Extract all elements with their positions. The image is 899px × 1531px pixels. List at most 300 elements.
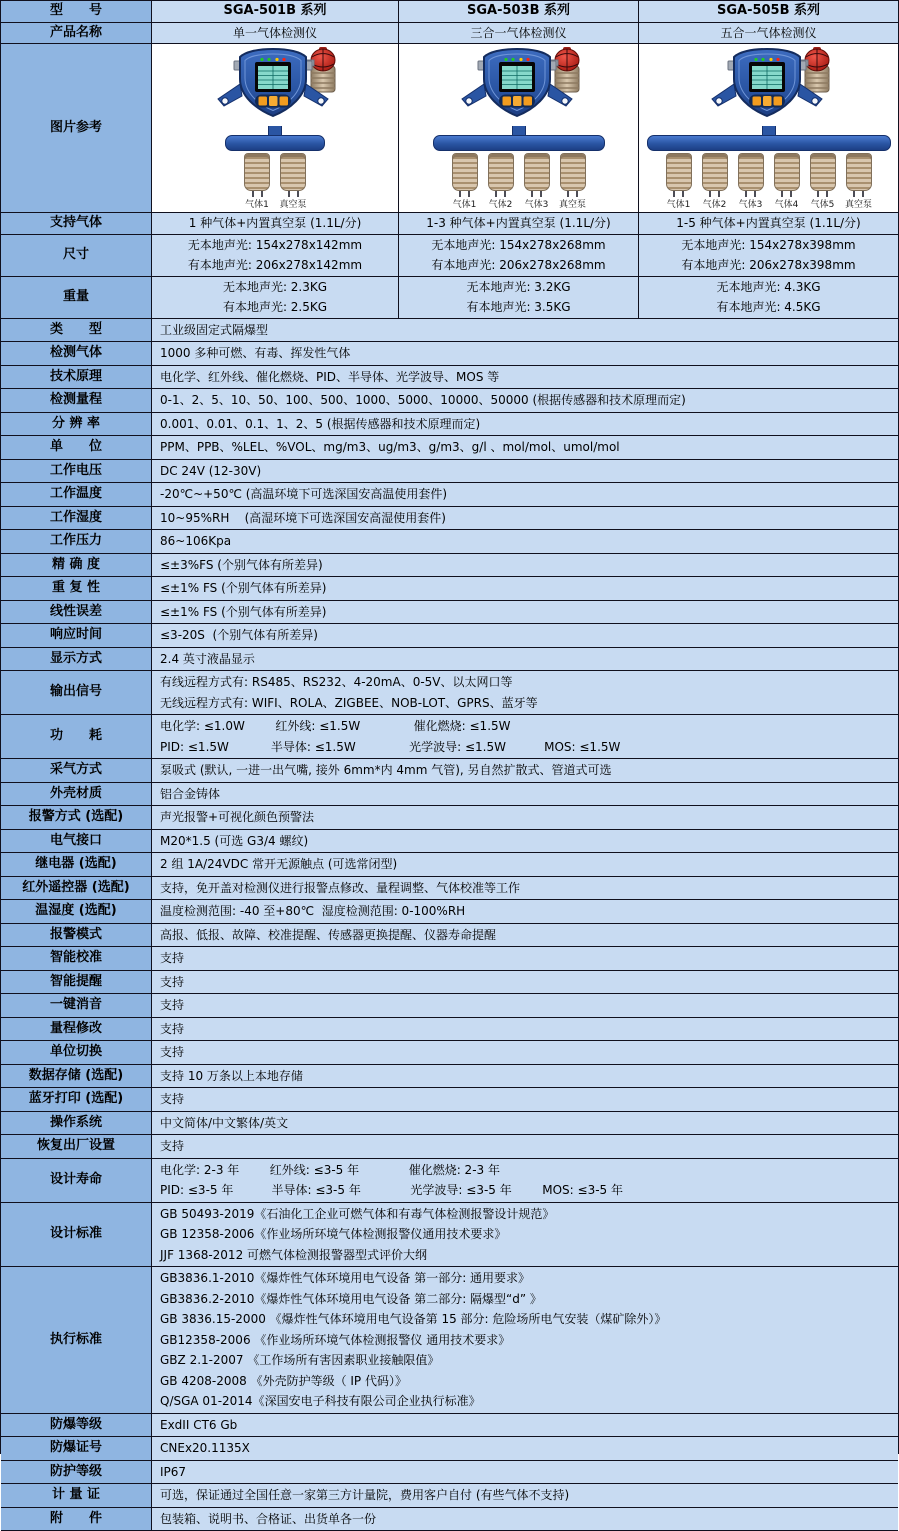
row-label: 单位切换 [1, 1041, 152, 1064]
row-label: 重量 [1, 277, 152, 318]
button [269, 96, 278, 106]
row-label: 精 确 度 [1, 554, 152, 577]
button [752, 97, 761, 106]
value-line: ≤±1% FS (个别气体有所差异) [160, 602, 326, 623]
mount-ear-left [218, 84, 242, 106]
row-label: 量程修改 [1, 1018, 152, 1041]
sensor-unit [239, 153, 275, 210]
spec-row [1, 877, 898, 901]
value-line: 泵吸式 (默认, 一进一出气嘴, 接外 6mm*内 4mm 气管), 另自然扩散式、管道式可选 [160, 760, 612, 781]
sensor-pins [567, 191, 578, 197]
row-label: 操作系统 [1, 1112, 152, 1135]
value-line: 无本地声光: 4.3KG [716, 277, 820, 298]
sensor-pins [709, 191, 720, 197]
led-icon [776, 58, 779, 61]
value-line: 有线远程方式有: RS485、RS232、4-20mA、0-5V、以太网口等 [160, 672, 513, 693]
ear-hole [715, 98, 721, 104]
ear-hole [811, 98, 817, 104]
button [773, 97, 782, 106]
row-value [152, 213, 399, 234]
row-value [639, 213, 898, 234]
sensor-pins [745, 191, 756, 197]
row-value [152, 806, 898, 829]
sensor-unit [697, 153, 733, 210]
row-value [152, 947, 898, 970]
model-header-row [1, 1, 898, 23]
spec-row [1, 213, 898, 235]
row-value [152, 1135, 898, 1158]
sensor-label: 气体1 [245, 200, 269, 210]
sensor-label: 气体5 [811, 200, 835, 210]
value-line: 0.001、0.01、0.1、1、2、5 (根据传感器和技术原理而定) [160, 414, 480, 435]
ear-hole [318, 98, 324, 104]
spec-row [1, 1461, 898, 1485]
sensor-manifold [433, 135, 605, 151]
spec-row [1, 853, 898, 877]
product-name-row [1, 23, 898, 45]
gas-detector-illustration [433, 46, 605, 210]
row-value [152, 366, 898, 389]
value-line: 有本地声光: 206x278x398mm [681, 255, 855, 276]
value-line: 无本地声光: 154x278x142mm [188, 235, 362, 256]
value-line: 支持 [160, 1136, 184, 1157]
row-value [152, 1065, 898, 1088]
value-line: 1-3 种气体+内置真空泵 (1.1L/分) [426, 213, 610, 234]
spec-row [1, 1508, 898, 1531]
sensor-label: 气体1 [667, 200, 691, 210]
value-line: 支持 [160, 1019, 184, 1040]
spec-row [1, 530, 898, 554]
spec-row [1, 1065, 898, 1089]
row-label: 分 辨 率 [1, 413, 152, 436]
value-line: 工业级固定式隔爆型 [160, 320, 268, 341]
spec-row [1, 1437, 898, 1461]
row-label: 防爆等级 [1, 1414, 152, 1437]
value-line: JJF 1368-2012 可燃气体检测报警器型式评价大纲 [160, 1245, 427, 1266]
spec-row [1, 1041, 898, 1065]
sensor-pins [288, 191, 299, 197]
row-value [639, 277, 898, 318]
sensor-unit [555, 153, 591, 210]
row-label: 功 耗 [1, 715, 152, 758]
row-label: 工作电压 [1, 460, 152, 483]
sensor-cylinder-icon [524, 153, 550, 191]
row-value [152, 1088, 898, 1111]
sensor-cylinder-icon [452, 153, 478, 191]
value-line: 铝合金铸体 [160, 784, 220, 805]
row-value [152, 460, 898, 483]
spec-row [1, 971, 898, 995]
row-label: 尺寸 [1, 235, 152, 276]
row-label: 响应时间 [1, 624, 152, 647]
spec-rows-container [1, 213, 898, 1531]
row-label: 型 号 [1, 1, 152, 22]
spec-row [1, 1018, 898, 1042]
row-label: 检测气体 [1, 342, 152, 365]
value-line: GB 50493-2019《石油化工企业可燃气体和有毒气体检测报警设计规范》 [160, 1204, 554, 1225]
value-line: 包装箱、说明书、合格证、出货单各一份 [160, 1509, 376, 1530]
value-line: DC 24V (12-30V) [160, 461, 261, 482]
value-line: 中文简体/中文繁体/英文 [160, 1113, 288, 1134]
value-line: 支持 [160, 1089, 184, 1110]
sensor-label: 气体3 [739, 200, 763, 210]
row-value [152, 1267, 898, 1413]
row-value [152, 1461, 898, 1484]
mount-ear-left [712, 84, 736, 106]
spec-row [1, 460, 898, 484]
value-line: 支持 10 万条以上本地存储 [160, 1066, 303, 1087]
value-line: 无本地声光: 2.3KG [223, 277, 327, 298]
spec-row [1, 1159, 898, 1203]
row-label: 执行标准 [1, 1267, 152, 1413]
row-label: 智能提醒 [1, 971, 152, 994]
button [763, 96, 772, 106]
sensor-unit [661, 153, 697, 210]
value-line: GBZ 2.1-2007 《工作场所有害因素职业接触限值》 [160, 1350, 439, 1371]
value-line: ExdII CT6 Gb [160, 1415, 237, 1436]
value-line: IP67 [160, 1462, 186, 1483]
value-line: 0-1、2、5、10、50、100、500、1000、5000、10000、50000 (根据传感器和技术原理而定) [160, 390, 686, 411]
value-line: 1 种气体+内置真空泵 (1.1L/分) [189, 213, 362, 234]
detector-head [449, 46, 589, 129]
led-icon [260, 58, 263, 61]
spec-row [1, 601, 898, 625]
spec-row [1, 648, 898, 672]
sensor-cylinder-icon [666, 153, 692, 191]
row-label: 红外遥控器 (选配) [1, 877, 152, 900]
row-value [152, 853, 898, 876]
value-line: 无本地声光: 3.2KG [466, 277, 570, 298]
value-line: 电化学、红外线、催化燃烧、PID、半导体、光学波导、MOS 等 [160, 367, 499, 388]
row-value [152, 877, 898, 900]
sensor-label: 真空泵 [559, 200, 586, 210]
sensor-cylinder-icon [810, 153, 836, 191]
value-line: ≤±3%FS (个别气体有所差异) [160, 555, 323, 576]
value-line: 有本地声光: 2.5KG [223, 297, 327, 318]
led-icon [769, 58, 772, 61]
sensor-label: 气体1 [453, 200, 477, 210]
spec-row [1, 1088, 898, 1112]
row-value [152, 1414, 898, 1437]
sensor-label: 真空泵 [279, 200, 306, 210]
value-line: 无本地声光: 154x278x268mm [431, 235, 605, 256]
row-label: 计 量 证 [1, 1484, 152, 1507]
model-name: SGA-501B 系列 [152, 1, 399, 22]
row-label: 工作压力 [1, 530, 152, 553]
product-image [399, 44, 639, 212]
model-name: SGA-505B 系列 [639, 1, 898, 22]
value-line: 2 组 1A/24VDC 常开无源触点 (可选常闭型) [160, 854, 397, 875]
row-label: 温湿度 (选配) [1, 900, 152, 923]
sensor-label: 气体2 [489, 200, 513, 210]
value-line: 声光报警+可视化颜色预警法 [160, 807, 314, 828]
value-line: PID: ≤3-5 年 半导体: ≤3-5 年 光学波导: ≤3-5 年 MOS: ≤3-5 年 [160, 1180, 623, 1201]
spec-row [1, 624, 898, 648]
row-value [399, 235, 639, 276]
spec-row [1, 342, 898, 366]
sensor-pins [853, 191, 864, 197]
spec-row [1, 1267, 898, 1414]
gas-detector-illustration [205, 46, 345, 210]
row-label: 恢复出厂设置 [1, 1135, 152, 1158]
button [502, 97, 511, 106]
spec-row [1, 319, 898, 343]
sensor-pins [252, 191, 263, 197]
led-icon [511, 58, 514, 61]
ear-hole [561, 98, 567, 104]
product-name: 五合一气体检测仪 [639, 23, 898, 44]
spec-row [1, 806, 898, 830]
value-line: -20℃~+50℃ (高温环境下可选深国安高温使用套件) [160, 484, 447, 505]
product-name: 单一气体检测仪 [152, 23, 399, 44]
spec-row [1, 413, 898, 437]
row-value [152, 924, 898, 947]
detector-head [699, 46, 839, 129]
value-line: 无线远程方式有: WIFI、ROLA、ZIGBEE、NOB-LOT、GPRS、蓝牙等 [160, 693, 538, 714]
spec-row [1, 1112, 898, 1136]
sensor-manifold [225, 135, 325, 151]
row-value [152, 1041, 898, 1064]
spec-row [1, 830, 898, 854]
sensor-unit [483, 153, 519, 210]
detector-head-icon [205, 46, 345, 122]
value-line: 无本地声光: 154x278x398mm [681, 235, 855, 256]
spec-row [1, 436, 898, 460]
led-icon [504, 58, 507, 61]
row-value [152, 436, 898, 459]
sensor-label: 真空泵 [845, 200, 872, 210]
row-value [152, 671, 898, 714]
row-value [152, 1159, 898, 1202]
sensor-row [447, 153, 591, 210]
value-line: 电化学: ≤1.0W 红外线: ≤1.5W 催化燃烧: ≤1.5W [160, 716, 511, 737]
value-line: 高报、低报、故障、校准提醒、传感器更换提醒、仪器寿命提醒 [160, 925, 496, 946]
sensor-manifold [647, 135, 891, 151]
spec-row [1, 389, 898, 413]
spec-row [1, 507, 898, 531]
row-value [152, 319, 898, 342]
row-label: 智能校准 [1, 947, 152, 970]
led-icon [526, 58, 529, 61]
value-line: 2.4 英寸液晶显示 [160, 649, 255, 670]
value-line: 支持 [160, 995, 184, 1016]
spec-row [1, 900, 898, 924]
sensor-cylinder-icon [846, 153, 872, 191]
row-value [152, 601, 898, 624]
detector-head-icon [699, 46, 839, 122]
row-value [152, 830, 898, 853]
spec-row [1, 947, 898, 971]
value-line: GB3836.2-2010《爆炸性气体环境用电气设备 第二部分: 隔爆型“d” 》 [160, 1289, 542, 1310]
row-value [152, 413, 898, 436]
alarm-beacon-icon [805, 47, 829, 92]
row-value [152, 235, 399, 276]
value-line: 有本地声光: 3.5KG [466, 297, 570, 318]
row-value [152, 530, 898, 553]
row-label: 产品名称 [1, 23, 152, 44]
value-line: 支持 [160, 948, 184, 969]
value-line: GB 12358-2006《作业场所环境气体检测报警仪通用技术要求》 [160, 1224, 506, 1245]
row-value [152, 1112, 898, 1135]
sensor-pins [781, 191, 792, 197]
led-icon [761, 58, 764, 61]
row-value [152, 1484, 898, 1507]
spec-row [1, 277, 898, 319]
value-line: PID: ≤1.5W 半导体: ≤1.5W 光学波导: ≤1.5W MOS: ≤1.5W [160, 737, 620, 758]
row-value [152, 342, 898, 365]
led-icon [267, 58, 270, 61]
row-label: 防护等级 [1, 1461, 152, 1484]
value-line: GB3836.1-2010《爆炸性气体环境用电气设备 第一部分: 通用要求》 [160, 1268, 530, 1289]
row-value [152, 577, 898, 600]
value-line: GB12358-2006 《作业场所环境气体检测报警仪 通用技术要求》 [160, 1330, 510, 1351]
spec-row [1, 577, 898, 601]
row-label: 附 件 [1, 1508, 152, 1531]
value-line: 支持 [160, 972, 184, 993]
row-label: 检测量程 [1, 389, 152, 412]
value-line: 1000 多种可燃、有毒、挥发性气体 [160, 343, 350, 364]
spec-row [1, 715, 898, 759]
spec-row [1, 924, 898, 948]
sensor-unit [275, 153, 311, 210]
row-label: 外壳材质 [1, 783, 152, 806]
spec-row [1, 1484, 898, 1508]
alarm-beacon-icon [555, 47, 579, 92]
sensor-pins [459, 191, 470, 197]
row-value [152, 389, 898, 412]
row-label: 电气接口 [1, 830, 152, 853]
row-value [152, 783, 898, 806]
spec-row [1, 366, 898, 390]
row-label: 技术原理 [1, 366, 152, 389]
row-value [639, 235, 898, 276]
product-image [639, 44, 898, 212]
product-image [152, 44, 399, 212]
sensor-cylinder-icon [738, 153, 764, 191]
value-line: M20*1.5 (可选 G3/4 螺纹) [160, 831, 308, 852]
spec-row [1, 1135, 898, 1159]
row-value [152, 759, 898, 782]
sensor-cylinder-icon [280, 153, 306, 191]
button [280, 97, 289, 106]
detector-head-icon [449, 46, 589, 122]
value-line: 可选，保证通过全国任意一家第三方计量院，费用客户自付 (有些气体不支持) [160, 1485, 569, 1506]
row-label: 报警模式 [1, 924, 152, 947]
row-value [152, 554, 898, 577]
row-value [152, 1508, 898, 1531]
value-line: 有本地声光: 206x278x268mm [431, 255, 605, 276]
spec-row [1, 235, 898, 277]
value-line: 电化学: 2-3 年 红外线: ≤3-5 年 催化燃烧: 2-3 年 [160, 1160, 500, 1181]
row-label: 类 型 [1, 319, 152, 342]
row-label: 继电器 (选配) [1, 853, 152, 876]
value-line: 1-5 种气体+内置真空泵 (1.1L/分) [676, 213, 860, 234]
row-value [152, 624, 898, 647]
value-line: GB 3836.15-2000 《爆炸性气体环境用电气设备第 15 部分: 危险场所电气安装（煤矿除外）》 [160, 1309, 666, 1330]
button [259, 97, 268, 106]
row-value [399, 213, 639, 234]
row-label: 工作湿度 [1, 507, 152, 530]
row-value [152, 507, 898, 530]
row-value [152, 971, 898, 994]
led-icon [519, 58, 522, 61]
row-label: 工作温度 [1, 483, 152, 506]
value-line: GB 4208-2008 《外壳防护等级（ IP 代码）》 [160, 1371, 407, 1392]
sensor-label: 气体3 [525, 200, 549, 210]
sensor-label: 气体2 [703, 200, 727, 210]
value-line: CNEx20.1135X [160, 1438, 250, 1459]
spec-row [1, 783, 898, 807]
value-line: 支持 [160, 1042, 184, 1063]
sensor-row [239, 153, 311, 210]
button [523, 97, 532, 106]
spec-row [1, 759, 898, 783]
row-label: 单 位 [1, 436, 152, 459]
sensor-unit [733, 153, 769, 210]
sensor-pins [817, 191, 828, 197]
detector-head [205, 46, 345, 129]
alarm-beacon-icon [311, 47, 335, 92]
value-line: 有本地声光: 206x278x142mm [188, 255, 362, 276]
row-label: 蓝牙打印 (选配) [1, 1088, 152, 1111]
product-name: 三合一气体检测仪 [399, 23, 639, 44]
model-name: SGA-503B 系列 [399, 1, 639, 22]
row-value [152, 715, 898, 758]
led-icon [754, 58, 757, 61]
row-value [152, 1203, 898, 1267]
sensor-unit [805, 153, 841, 210]
sensor-cylinder-icon [488, 153, 514, 191]
value-line: 有本地声光: 4.5KG [716, 297, 820, 318]
spec-row [1, 1203, 898, 1268]
value-line: PPM、PPB、%LEL、%VOL、mg/m3、ug/m3、g/m3、g/l 、mol/mol、umol/mol [160, 437, 620, 458]
row-label: 防爆证号 [1, 1437, 152, 1460]
sensor-unit [769, 153, 805, 210]
spec-row [1, 1414, 898, 1438]
sensor-row [661, 153, 877, 210]
value-line: ≤3-20S (个别气体有所差异) [160, 625, 318, 646]
sensor-unit [447, 153, 483, 210]
sensor-unit [519, 153, 555, 210]
row-value [152, 277, 399, 318]
spec-row [1, 483, 898, 507]
row-value [399, 277, 639, 318]
row-value [152, 900, 898, 923]
image-reference-row [1, 44, 898, 213]
row-label: 数据存储 (选配) [1, 1065, 152, 1088]
row-label: 一键消音 [1, 994, 152, 1017]
sensor-cylinder-icon [702, 153, 728, 191]
row-label: 线性误差 [1, 601, 152, 624]
value-line: Q/SGA 01-2014《深国安电子科技有限公司企业执行标准》 [160, 1391, 481, 1412]
sensor-cylinder-icon [560, 153, 586, 191]
row-label: 图片参考 [1, 44, 152, 212]
row-value [152, 994, 898, 1017]
sensor-label: 气体4 [775, 200, 799, 210]
row-label: 设计标准 [1, 1203, 152, 1267]
value-line: 86~106Kpa [160, 531, 231, 552]
value-line: 温度检测范围: -40 至+80℃ 湿度检测范围: 0-100%RH [160, 901, 465, 922]
ear-hole [222, 98, 228, 104]
value-line: ≤±1% FS (个别气体有所差异) [160, 578, 326, 599]
row-value [152, 483, 898, 506]
row-label: 显示方式 [1, 648, 152, 671]
led-icon [275, 58, 278, 61]
row-label: 重 复 性 [1, 577, 152, 600]
value-line: 支持，免开盖对检测仪进行报警点修改、量程调整、气体校准等工作 [160, 878, 520, 899]
row-value [152, 1018, 898, 1041]
row-label: 报警方式 (选配) [1, 806, 152, 829]
